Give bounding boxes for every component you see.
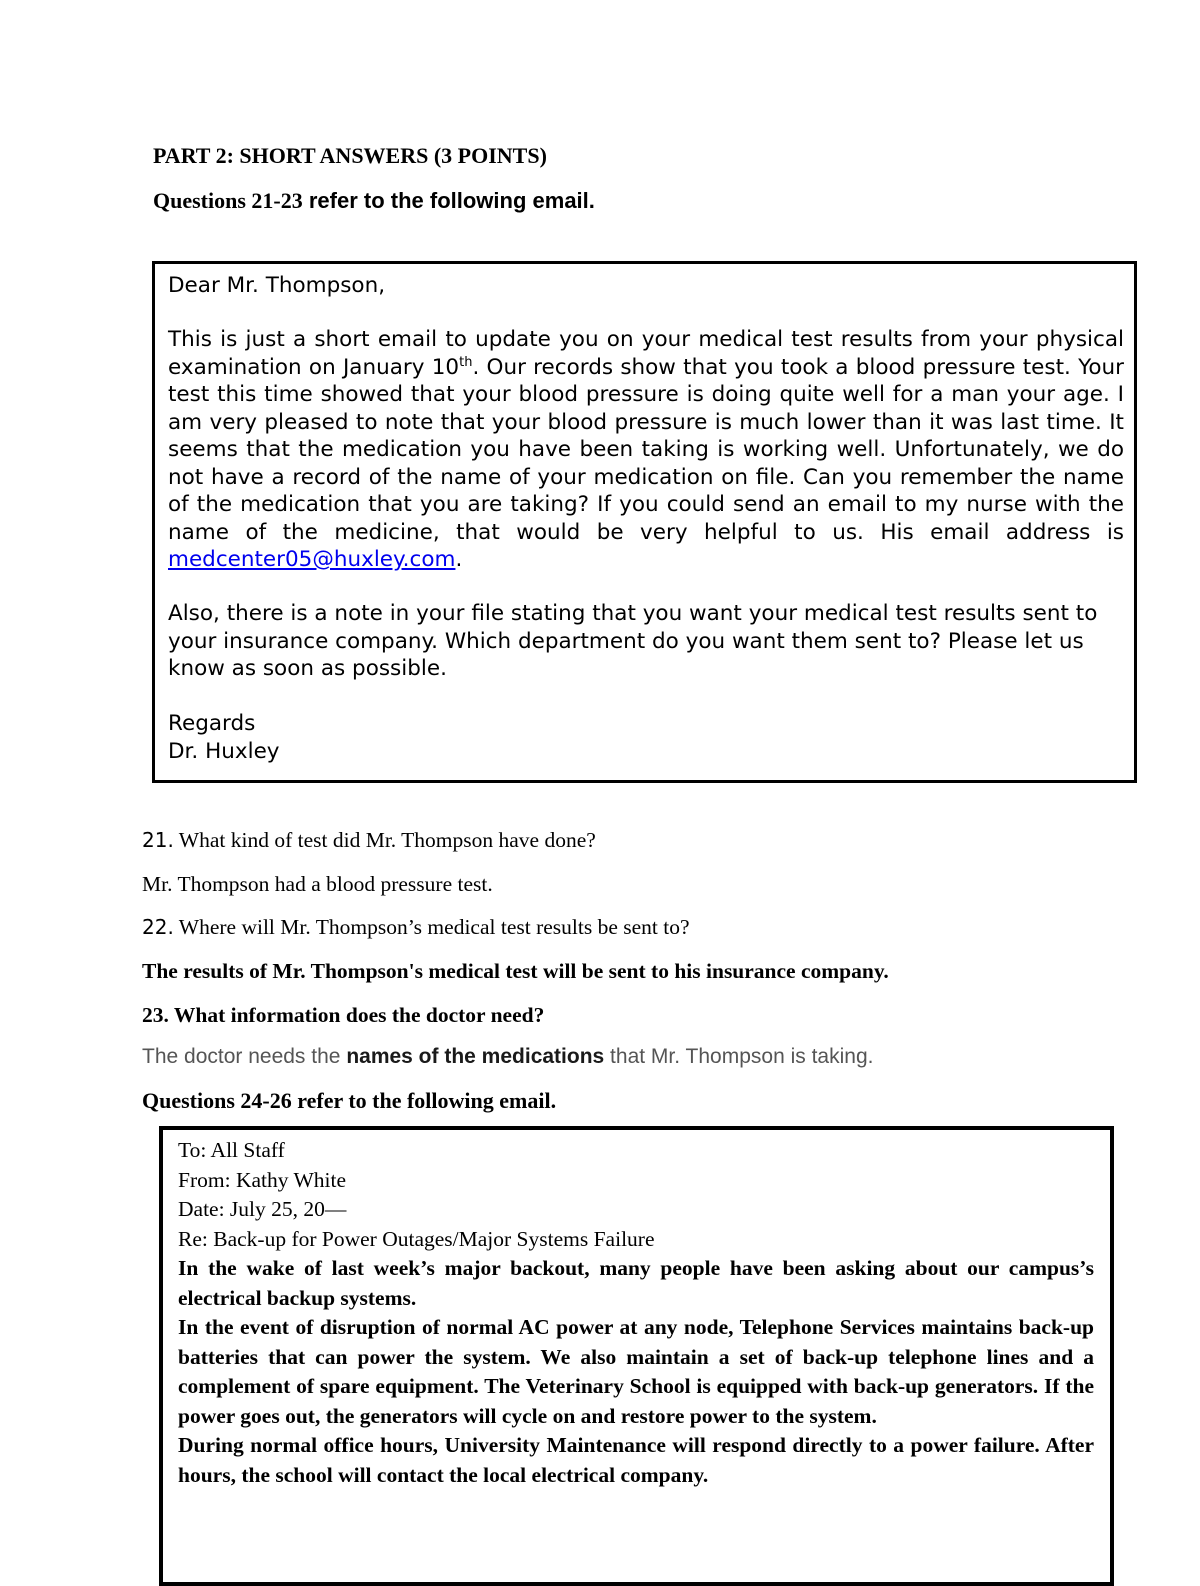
email-2-body xyxy=(178,1254,1094,1490)
nurse-email-link[interactable]: medcenter05@huxley.com xyxy=(168,547,456,572)
email-2-paragraph-2: In the event of disruption of normal AC power at any node, Telephone Services maintains back-up batteries that can power the system. We also maintain a set of back-up telephone lines and a complement of spare equipment. The Veterinary School is equipped with back-up generators. If the power goes out, the generators will cycle on and restore power to the system. xyxy=(178,1315,1094,1428)
email-2-paragraph-3: During normal office hours, University Maintenance will respond directly to a power failure. After hours, the school will contact the local electrical company. xyxy=(178,1433,1094,1487)
question-22 xyxy=(142,915,690,940)
email-2-to: To: All Staff xyxy=(178,1138,285,1162)
ordinal-superscript: th xyxy=(459,354,473,370)
email-1-paragraph-1-end: . xyxy=(455,547,463,572)
email-2-subject: Re: Back-up for Power Outages/Major Systems Failure xyxy=(178,1226,655,1251)
questions-intro-1-head: Questions 21-23 xyxy=(153,188,303,213)
email-1-regards: Regards xyxy=(168,711,256,736)
question-21 xyxy=(142,828,596,853)
email-2-paragraph-1: In the wake of last week’s major backout, many people have been asking about our campus’s electrical backup systems. xyxy=(178,1256,1094,1310)
answer-23-highlight: names of the medications xyxy=(346,1045,605,1068)
email-1-salutation: Dear Mr. Thompson, xyxy=(168,273,386,298)
email-1-closing xyxy=(168,710,1124,765)
questions-intro-1 xyxy=(153,188,595,214)
question-22-text: Where will Mr. Thompson’s medical test results be sent to? xyxy=(173,915,690,939)
answer-23-end: that Mr. Thompson is taking. xyxy=(604,1045,874,1068)
email-1-paragraph-1 xyxy=(168,326,1124,574)
email-1-signature: Dr. Huxley xyxy=(168,738,280,764)
answer-21: Mr. Thompson had a blood pressure test. xyxy=(142,872,493,896)
part-title: PART 2: SHORT ANSWERS (3 POINTS) xyxy=(153,143,547,168)
answer-22: The results of Mr. Thompson's medical test will be sent to his insurance company. xyxy=(142,959,889,983)
questions-intro-2: Questions 24-26 refer to the following email. xyxy=(142,1088,557,1113)
email-2-header xyxy=(178,1136,1094,1254)
email-2-date: Date: July 25, 20— xyxy=(178,1197,347,1221)
question-21-text: What kind of test did Mr. Thompson have done? xyxy=(173,828,596,852)
email-1-paragraph-1-start: This is just a short email to update you on your medical test results from your physical examination on January 10 xyxy=(168,327,1124,380)
question-23: 23. What information does the doctor need? xyxy=(142,1003,545,1027)
answer-23 xyxy=(142,1045,873,1069)
question-21-number: 21. xyxy=(142,828,174,852)
question-22-number: 22. xyxy=(142,915,174,939)
email-1-paragraph-1-body: . Our records show that you took a blood pressure test. Your test this time showed that your blood pressure is doing quite well for a man your age. I am very pleased to note that your blood pressure is much lower than it was last time. It seems that the medication you have been taking is working well. Unfortunately, we do not have a record of the name of your medication on file. Can you remember the name of the medication that you are taking? If you could send an email to my nurse with the name of the medicine, that would be very helpful to us. His email address is xyxy=(168,354,1124,545)
questions-intro-1-tail: refer to the following email. xyxy=(302,188,595,213)
email-2-from: From: Kathy White xyxy=(178,1167,347,1192)
email-1-paragraph-2: Also, there is a note in your file stating that you want your medical test results sent to your insurance company. Which department do you want them sent to? Please let us know as soon as possible. xyxy=(168,601,1098,681)
answer-23-start: The doctor needs the xyxy=(142,1045,347,1068)
